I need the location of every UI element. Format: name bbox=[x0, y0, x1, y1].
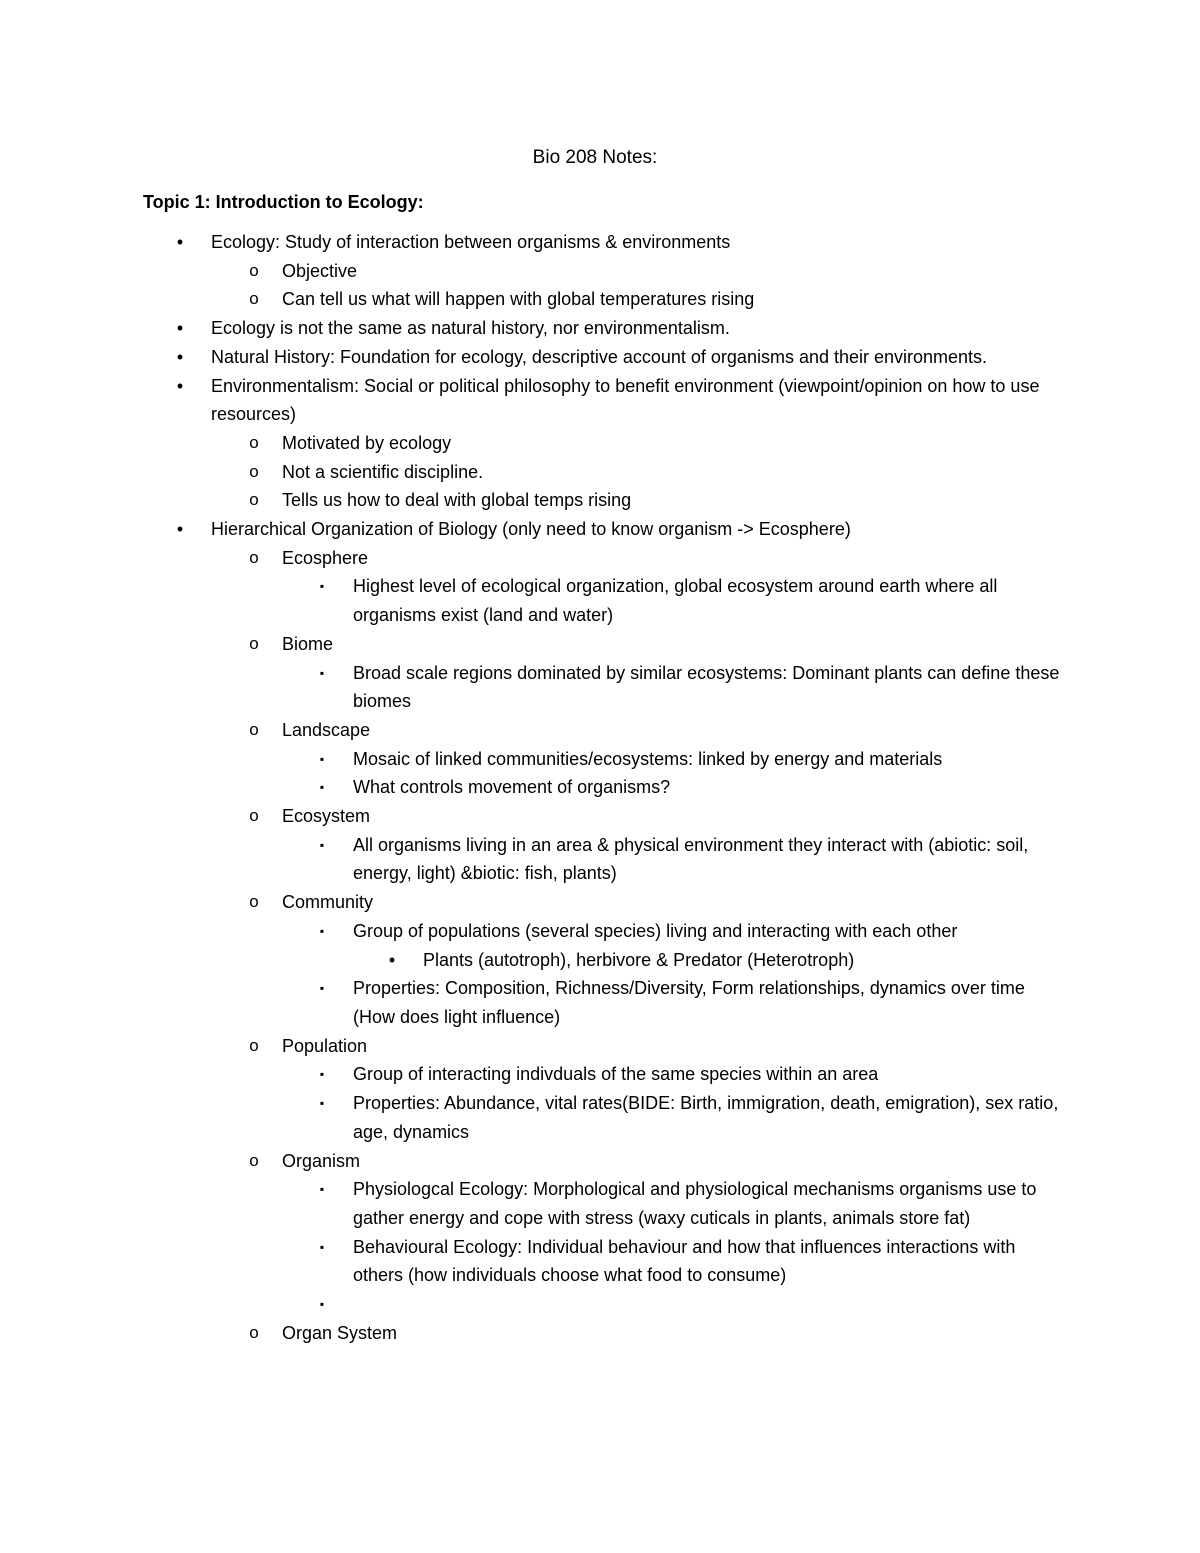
bullet-icon: • bbox=[176, 346, 184, 367]
outline-item-text bbox=[353, 1290, 1063, 1319]
outline-item-level-1 bbox=[0, 314, 1041, 343]
outline-item-level-3 bbox=[0, 1175, 1063, 1232]
outline-item-text: Can tell us what will happen with global temperatures rising bbox=[282, 289, 755, 310]
square-bullet-icon: ▪ bbox=[319, 780, 325, 795]
outline-item-level-3 bbox=[0, 572, 1063, 629]
outline-item-text: Physiologcal Ecology: Morphological and physiological mechanisms organisms use to gather energy and cope with stress (waxy cuticals in plants, animals store fat) bbox=[353, 1179, 1037, 1228]
square-bullet-icon: ▪ bbox=[319, 1096, 325, 1111]
outline-item-level-3 bbox=[0, 659, 1063, 716]
circle-marker-icon: o bbox=[249, 892, 259, 912]
outline-item-text: Objective bbox=[282, 260, 358, 281]
outline-item-text: Properties: Abundance, vital rates(BIDE: Birth, immigration, death, emigration), sex ratio, age, dynamics bbox=[353, 1093, 1059, 1142]
outline-item-text: Ecosystem bbox=[282, 806, 371, 827]
circle-marker-icon: o bbox=[249, 806, 259, 826]
outline-item-level-4 bbox=[0, 946, 1063, 975]
outline-item-level-3 bbox=[0, 745, 1063, 774]
bullet-icon: • bbox=[388, 949, 396, 970]
outline-item-text: Group of populations (several species) living and interacting with each other bbox=[353, 920, 958, 941]
document-title: Bio 208 Notes: bbox=[532, 147, 658, 168]
outline-item-level-3 bbox=[0, 1089, 1063, 1146]
circle-marker-icon: o bbox=[249, 490, 259, 510]
square-bullet-icon: ▪ bbox=[319, 837, 325, 852]
square-bullet-icon: ▪ bbox=[319, 751, 325, 766]
outline-item-level-2 bbox=[0, 1147, 1052, 1176]
outline-item-text: Population bbox=[282, 1035, 368, 1056]
circle-marker-icon: o bbox=[249, 1322, 259, 1342]
outline-item-text: Tells us how to deal with global temps rising bbox=[282, 490, 632, 511]
circle-marker-icon: o bbox=[249, 461, 259, 481]
square-bullet-icon: ▪ bbox=[319, 1239, 325, 1254]
square-bullet-icon: ▪ bbox=[319, 923, 325, 938]
outline-item-level-1 bbox=[0, 372, 1041, 429]
circle-marker-icon: o bbox=[249, 289, 259, 309]
outline-item-level-2 bbox=[0, 429, 1052, 458]
outline-item-text: Community bbox=[282, 892, 374, 913]
outline-item-text: Biome bbox=[282, 633, 334, 654]
outline-item-level-2 bbox=[0, 802, 1052, 831]
circle-marker-icon: o bbox=[249, 1150, 259, 1170]
outline-item-text: Natural History: Foundation for ecology, descriptive account of organisms and their environments. bbox=[211, 346, 988, 367]
outline-item-level-2 bbox=[0, 544, 1052, 573]
outline-item-text: Group of interacting indivduals of the same species within an area bbox=[353, 1064, 879, 1085]
outline-item-text: Motivated by ecology bbox=[282, 432, 452, 453]
topic-heading: Topic 1: Introduction to Ecology: bbox=[143, 192, 424, 212]
square-bullet-icon: ▪ bbox=[319, 981, 325, 996]
outline-item-text: All organisms living in an area & physical environment they interact with (abiotic: soil, energy, light) &biotic: fish, plants) bbox=[353, 834, 1029, 884]
outline-item-level-3 bbox=[0, 974, 1063, 1031]
outline-item-level-2 bbox=[0, 1319, 1052, 1348]
outline-item-text: Properties: Composition, Richness/Diversity, Form relationships, dynamics over time (How does light influence) bbox=[353, 978, 1025, 1027]
outline-item-level-2 bbox=[0, 888, 1052, 917]
outline-item-text: Behavioural Ecology: Individual behaviour and how that influences interactions with others (how individuals choose what food to consume) bbox=[353, 1236, 1016, 1286]
square-bullet-icon: ▪ bbox=[319, 1297, 325, 1312]
circle-marker-icon: o bbox=[249, 260, 259, 280]
outline-item-level-2 bbox=[0, 716, 1052, 745]
outline-item-text: Hierarchical Organization of Biology (only need to know organism -> Ecosphere) bbox=[211, 519, 851, 540]
outline-item-level-1 bbox=[0, 228, 1041, 257]
outline-item-level-1 bbox=[0, 515, 1041, 544]
circle-marker-icon: o bbox=[249, 633, 259, 653]
outline-item-level-2 bbox=[0, 630, 1052, 659]
outline-item-level-2 bbox=[0, 486, 1052, 515]
outline-item-level-2 bbox=[0, 1032, 1052, 1061]
outline-item-level-3 bbox=[0, 773, 1063, 802]
circle-marker-icon: o bbox=[249, 1035, 259, 1055]
outline-item-text: Environmentalism: Social or political philosophy to benefit environment (viewpoint/opinion on how to use resources) bbox=[211, 375, 1040, 425]
bullet-icon: • bbox=[176, 519, 184, 540]
outline-item-text: Plants (autotroph), herbivore & Predator (Heterotroph) bbox=[423, 949, 855, 970]
outline-item-level-2 bbox=[0, 285, 1052, 314]
bullet-icon: • bbox=[176, 318, 184, 339]
outline-item-level-3 bbox=[0, 831, 1063, 888]
outline-item-text: Landscape bbox=[282, 719, 371, 740]
outline-item-level-3 bbox=[0, 917, 1063, 946]
outline-item-level-2 bbox=[0, 257, 1052, 286]
outline-item-text: Ecology is not the same as natural history, nor environmentalism. bbox=[211, 318, 730, 339]
outline-item-text: Broad scale regions dominated by similar ecosystems: Dominant plants can define these biomes bbox=[353, 662, 1060, 712]
circle-marker-icon: o bbox=[249, 547, 259, 567]
outline-item-level-2 bbox=[0, 458, 1052, 487]
outline-item-text: Ecology: Study of interaction between organisms & environments bbox=[211, 232, 731, 252]
outline-item-level-1 bbox=[0, 343, 1041, 372]
outline-item-text: Organism bbox=[282, 1150, 361, 1171]
circle-marker-icon: o bbox=[249, 719, 259, 739]
bullet-icon: • bbox=[176, 375, 184, 396]
outline-item-text: What controls movement of organisms? bbox=[353, 777, 671, 798]
outline-item-level-3 bbox=[0, 1060, 1063, 1089]
outline-item-text: Not a scientific discipline. bbox=[282, 461, 484, 482]
outline-item-text: Highest level of ecological organization, global ecosystem around earth where all organisms exist (land and water) bbox=[353, 576, 998, 626]
square-bullet-icon: ▪ bbox=[319, 579, 325, 594]
outline-item-level-3 bbox=[0, 1290, 1063, 1319]
square-bullet-icon: ▪ bbox=[319, 1182, 325, 1197]
outline-item-text: Organ System bbox=[282, 1322, 398, 1343]
square-bullet-icon: ▪ bbox=[319, 1067, 325, 1082]
bullet-icon: • bbox=[176, 232, 184, 252]
circle-marker-icon: o bbox=[249, 432, 259, 452]
square-bullet-icon: ▪ bbox=[319, 665, 325, 680]
outline-item-level-3 bbox=[0, 1233, 1063, 1290]
notes-outline bbox=[0, 228, 1200, 1347]
outline-item-text: Ecosphere bbox=[282, 547, 369, 568]
outline-item-text: Mosaic of linked communities/ecosystems: linked by energy and materials bbox=[353, 748, 943, 769]
